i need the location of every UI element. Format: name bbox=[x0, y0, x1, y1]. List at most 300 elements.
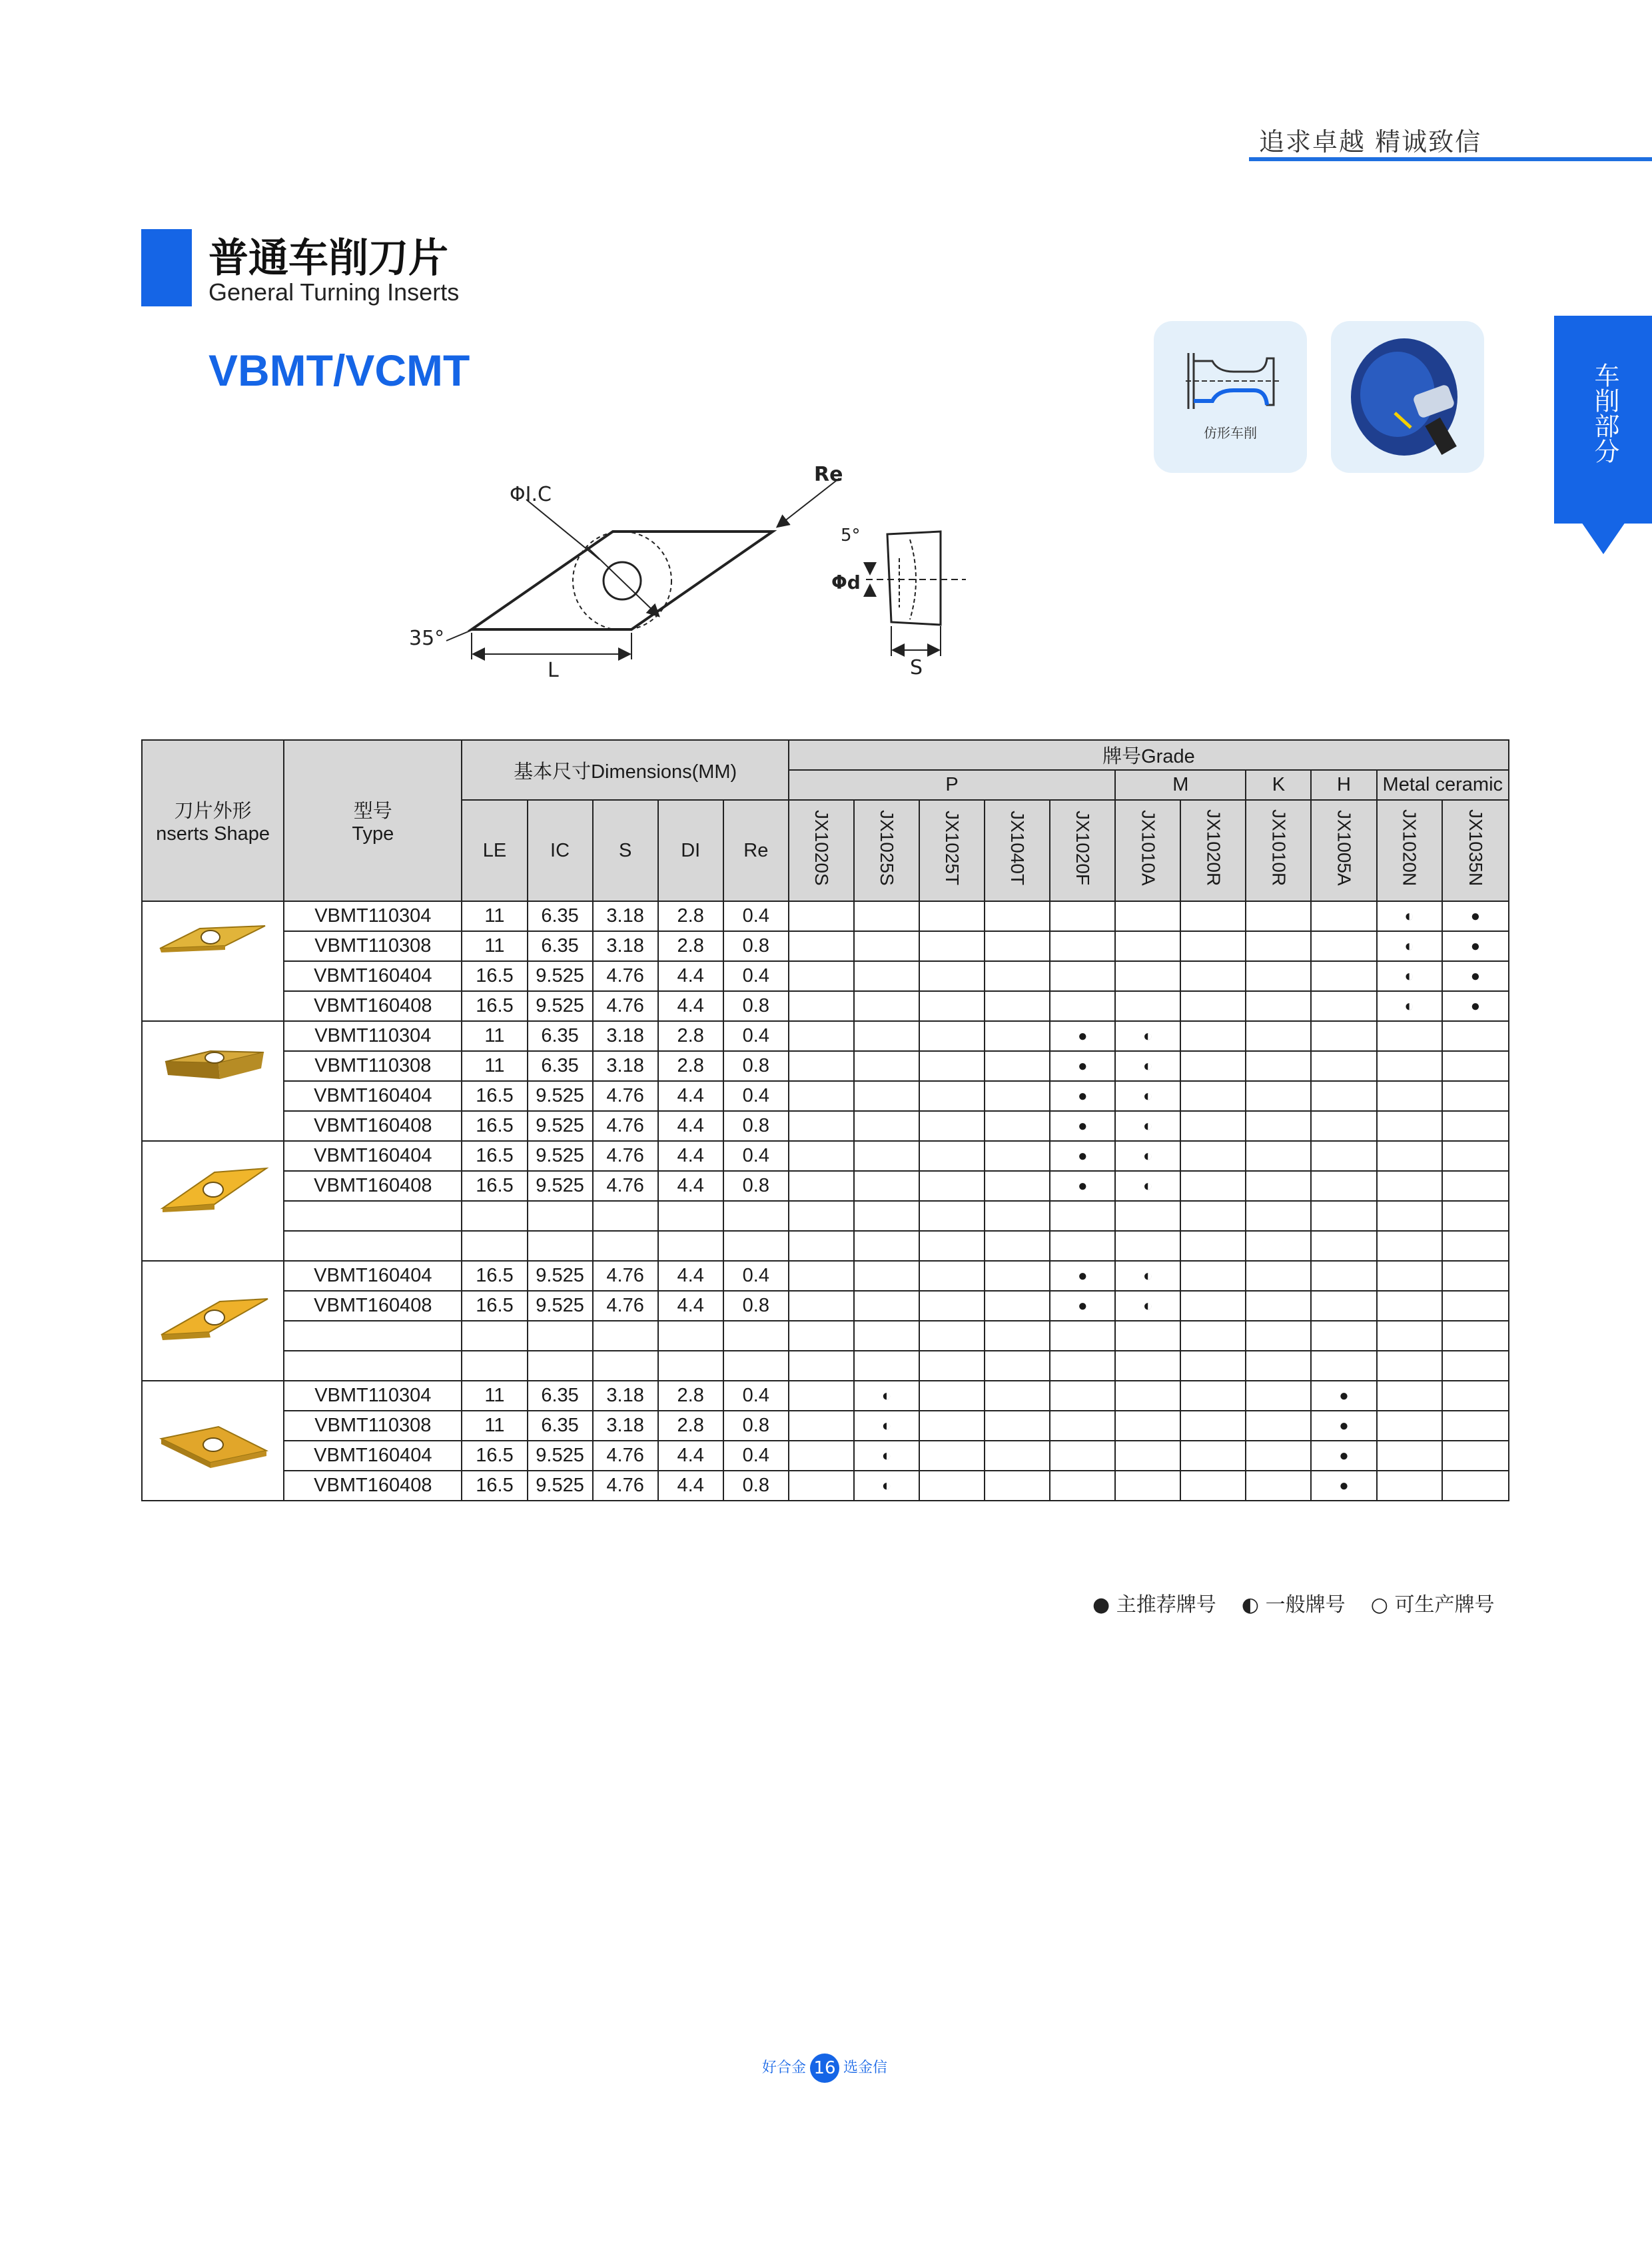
grade-cell bbox=[789, 1201, 854, 1231]
grade-cell: ◐ bbox=[1115, 1021, 1180, 1051]
grade-cell bbox=[854, 1171, 919, 1201]
dim-cell: 3.18 bbox=[593, 1411, 658, 1441]
grade-cell bbox=[1377, 1471, 1442, 1501]
grade-col-header: JX1020R bbox=[1180, 800, 1246, 901]
grade-cell bbox=[854, 1231, 919, 1261]
dim-cell: 4.4 bbox=[658, 1471, 723, 1501]
grade-cell bbox=[1246, 931, 1311, 961]
table-row bbox=[142, 1111, 1509, 1141]
dim-cell bbox=[462, 1321, 527, 1351]
grade-cell bbox=[1180, 1231, 1246, 1261]
grade-cell: ◐ bbox=[1115, 1291, 1180, 1321]
grade-cell bbox=[1180, 1051, 1246, 1081]
grade-cell bbox=[1442, 1441, 1509, 1471]
grade-cell bbox=[1115, 901, 1180, 931]
grade-cell bbox=[919, 1081, 985, 1111]
dim-cell: 4.76 bbox=[593, 1471, 658, 1501]
grade-cell bbox=[1246, 1291, 1311, 1321]
dim-cell: 0.4 bbox=[723, 1381, 789, 1411]
grade-cell bbox=[919, 1471, 985, 1501]
dim-cell: 4.76 bbox=[593, 961, 658, 991]
grade-cell bbox=[789, 1051, 854, 1081]
grade-cell bbox=[1442, 1171, 1509, 1201]
grade-cell bbox=[1115, 1471, 1180, 1501]
grade-cell bbox=[1311, 991, 1376, 1021]
grade-cell bbox=[854, 1021, 919, 1051]
grade-cell: ● bbox=[1050, 1261, 1115, 1291]
table-row bbox=[142, 1141, 1509, 1171]
type-cell: VBMT110304 bbox=[284, 1021, 462, 1051]
grade-cell bbox=[1311, 1111, 1376, 1141]
dim-cell: 0.8 bbox=[723, 1111, 789, 1141]
col-header-type: 型号 Type bbox=[284, 740, 462, 901]
type-cell bbox=[284, 1321, 462, 1351]
grade-cell bbox=[1050, 961, 1115, 991]
grade-cell bbox=[1377, 1231, 1442, 1261]
type-cell: VBMT110304 bbox=[284, 1381, 462, 1411]
grade-cell bbox=[789, 1141, 854, 1171]
insert-image bbox=[147, 1022, 280, 1135]
grade-cell bbox=[985, 1201, 1050, 1231]
type-cell: VBMT160404 bbox=[284, 1081, 462, 1111]
grade-cell: ● bbox=[1442, 901, 1509, 931]
type-cell: VBMT160408 bbox=[284, 1291, 462, 1321]
grade-cell bbox=[1180, 1081, 1246, 1111]
dim-cell: 0.8 bbox=[723, 1471, 789, 1501]
dim-cell bbox=[462, 1351, 527, 1381]
dim-cell: 0.8 bbox=[723, 1051, 789, 1081]
dim-cell: 0.8 bbox=[723, 991, 789, 1021]
grade-cell bbox=[1311, 1171, 1376, 1201]
grade-cell bbox=[985, 901, 1050, 931]
dim-cell bbox=[593, 1231, 658, 1261]
dim-cell: 3.18 bbox=[593, 901, 658, 931]
grade-col-header: JX1020N bbox=[1377, 800, 1442, 901]
dim-cell bbox=[528, 1351, 593, 1381]
table-row bbox=[142, 961, 1509, 991]
grade-cell bbox=[1180, 1021, 1246, 1051]
grade-cell bbox=[1050, 931, 1115, 961]
grade-cell bbox=[1050, 1231, 1115, 1261]
section-tab-arrow bbox=[1581, 522, 1625, 556]
dim-cell bbox=[593, 1351, 658, 1381]
grade-cell bbox=[1246, 961, 1311, 991]
dim-cell: 3.18 bbox=[593, 931, 658, 961]
header-slogan: 追求卓越 精诚致信 bbox=[1259, 127, 1482, 157]
dim-cell: 9.525 bbox=[528, 1441, 593, 1471]
grade-cell bbox=[789, 901, 854, 931]
grade-cell bbox=[854, 931, 919, 961]
grade-cell bbox=[1377, 1441, 1442, 1471]
grade-cell: ◐ bbox=[854, 1381, 919, 1411]
dim-cell bbox=[723, 1201, 789, 1231]
dim-cell: 2.8 bbox=[658, 1051, 723, 1081]
grade-cell bbox=[1115, 961, 1180, 991]
grade-cell bbox=[1180, 1381, 1246, 1411]
dim-cell: 9.525 bbox=[528, 961, 593, 991]
grade-cell bbox=[1442, 1381, 1509, 1411]
grade-cell bbox=[1180, 1351, 1246, 1381]
grade-cell bbox=[985, 1471, 1050, 1501]
grade-cell bbox=[1180, 1441, 1246, 1471]
grade-cell bbox=[1180, 1471, 1246, 1501]
grade-cell bbox=[1246, 991, 1311, 1021]
dim-cell: 4.4 bbox=[658, 1261, 723, 1291]
grade-cell bbox=[985, 1441, 1050, 1471]
dim-cell: 4.4 bbox=[658, 1081, 723, 1111]
grade-cell bbox=[1442, 1351, 1509, 1381]
dim-cell: 3.18 bbox=[593, 1381, 658, 1411]
grade-cell bbox=[1180, 1291, 1246, 1321]
grade-cell bbox=[1050, 991, 1115, 1021]
grade-cell bbox=[1377, 1321, 1442, 1351]
grade-cell bbox=[1050, 1381, 1115, 1411]
type-cell: VBMT160408 bbox=[284, 991, 462, 1021]
insert-image bbox=[147, 1381, 280, 1495]
type-cell: VBMT110308 bbox=[284, 931, 462, 961]
insert-spec-table bbox=[141, 739, 1509, 1501]
table-row bbox=[142, 1021, 1509, 1051]
grade-cell bbox=[919, 1351, 985, 1381]
dim-cell: 16.5 bbox=[462, 1141, 527, 1171]
grade-cell bbox=[1115, 931, 1180, 961]
grade-cell bbox=[854, 1351, 919, 1381]
dim-cell bbox=[658, 1321, 723, 1351]
dim-cell: 0.4 bbox=[723, 1141, 789, 1171]
grade-cell bbox=[789, 1261, 854, 1291]
type-cell: VBMT160404 bbox=[284, 1141, 462, 1171]
dim-cell: 2.8 bbox=[658, 1411, 723, 1441]
grade-cell bbox=[1246, 1381, 1311, 1411]
grade-cell: ● bbox=[1050, 1141, 1115, 1171]
grade-cell bbox=[1246, 1441, 1311, 1471]
insert-image bbox=[147, 1142, 280, 1255]
grade-cell bbox=[1180, 1141, 1246, 1171]
grade-cell bbox=[1180, 961, 1246, 991]
grade-cell bbox=[854, 1201, 919, 1231]
col-header-grade: 牌号Grade bbox=[789, 740, 1509, 770]
grade-cell bbox=[1180, 991, 1246, 1021]
grade-cell bbox=[854, 1111, 919, 1141]
grade-cell: ◐ bbox=[1377, 901, 1442, 931]
type-cell: VBMT160408 bbox=[284, 1111, 462, 1141]
dim-cell: 16.5 bbox=[462, 1471, 527, 1501]
grade-cell bbox=[854, 1321, 919, 1351]
table-row bbox=[142, 1081, 1509, 1111]
grade-cell: ◐ bbox=[1115, 1171, 1180, 1201]
grade-cell bbox=[789, 1021, 854, 1051]
insert-image bbox=[147, 1262, 280, 1375]
dim-cell bbox=[528, 1201, 593, 1231]
grade-cell bbox=[1311, 1201, 1376, 1231]
dim-cell: 4.4 bbox=[658, 1441, 723, 1471]
table-row bbox=[142, 1171, 1509, 1201]
grade-cell bbox=[1180, 1411, 1246, 1441]
dim-cell: 4.4 bbox=[658, 1291, 723, 1321]
dim-cell: 4.4 bbox=[658, 1171, 723, 1201]
grade-group-header: M bbox=[1115, 770, 1246, 800]
insert-shape-1 bbox=[142, 901, 284, 1021]
grade-cell bbox=[1246, 1261, 1311, 1291]
dim-cell: 0.8 bbox=[723, 931, 789, 961]
dim-cell: 0.4 bbox=[723, 1261, 789, 1291]
dim-cell: 0.4 bbox=[723, 961, 789, 991]
grade-col-header: JX1020S bbox=[789, 800, 854, 901]
grade-cell bbox=[985, 1381, 1050, 1411]
grade-cell bbox=[1246, 1141, 1311, 1171]
insert-image bbox=[147, 902, 280, 1015]
grade-cell bbox=[789, 1111, 854, 1141]
grade-cell bbox=[1311, 1081, 1376, 1111]
dim-cell bbox=[658, 1351, 723, 1381]
grade-cell bbox=[1311, 1141, 1376, 1171]
dim-cell: 9.525 bbox=[528, 991, 593, 1021]
grade-cell bbox=[1311, 901, 1376, 931]
grade-cell bbox=[919, 1171, 985, 1201]
table-row bbox=[142, 1291, 1509, 1321]
grade-cell bbox=[1377, 1291, 1442, 1321]
grade-cell bbox=[1050, 1321, 1115, 1351]
grade-cell bbox=[1050, 1441, 1115, 1471]
grade-cell bbox=[1442, 1471, 1509, 1501]
grade-cell bbox=[985, 1291, 1050, 1321]
grade-cell: ◐ bbox=[1115, 1081, 1180, 1111]
grade-cell bbox=[1115, 1411, 1180, 1441]
dim-cell bbox=[593, 1201, 658, 1231]
dim-cell bbox=[462, 1231, 527, 1261]
grade-cell bbox=[1050, 901, 1115, 931]
grade-cell bbox=[854, 901, 919, 931]
clearance-label: 5° bbox=[841, 526, 861, 546]
dim-cell: 6.35 bbox=[528, 1051, 593, 1081]
dim-cell: 16.5 bbox=[462, 1441, 527, 1471]
type-cell: VBMT160408 bbox=[284, 1171, 462, 1201]
dim-cell: 4.4 bbox=[658, 1141, 723, 1171]
grade-cell bbox=[854, 1291, 919, 1321]
grade-cell bbox=[1050, 1411, 1115, 1441]
dim-cell: 0.4 bbox=[723, 1021, 789, 1051]
grade-cell: ● bbox=[1050, 1021, 1115, 1051]
dim-cell: 4.76 bbox=[593, 1291, 658, 1321]
grade-cell bbox=[1115, 1381, 1180, 1411]
grade-cell bbox=[1246, 1081, 1311, 1111]
grade-cell bbox=[1377, 1111, 1442, 1141]
grade-cell bbox=[985, 1411, 1050, 1441]
dim-cell: 4.76 bbox=[593, 1111, 658, 1141]
table-row bbox=[142, 1441, 1509, 1471]
table-row bbox=[142, 991, 1509, 1021]
grade-cell bbox=[1311, 1021, 1376, 1051]
l-label: L bbox=[548, 659, 559, 682]
header-rule bbox=[1249, 157, 1652, 161]
dim-cell: 4.76 bbox=[593, 1441, 658, 1471]
grade-cell bbox=[985, 1261, 1050, 1291]
section-tab[interactable] bbox=[1554, 316, 1652, 524]
dim-cell: 11 bbox=[462, 1411, 527, 1441]
dim-cell: 16.5 bbox=[462, 1171, 527, 1201]
grade-cell bbox=[985, 1351, 1050, 1381]
grade-cell bbox=[1115, 1201, 1180, 1231]
grade-group-header: P bbox=[789, 770, 1115, 800]
insert-shape-2 bbox=[142, 1021, 284, 1141]
table-row bbox=[142, 1471, 1509, 1501]
dim-cell: 2.8 bbox=[658, 901, 723, 931]
grade-cell bbox=[1377, 1261, 1442, 1291]
grade-cell bbox=[985, 1141, 1050, 1171]
type-cell: VBMT160404 bbox=[284, 961, 462, 991]
dim-cell: 11 bbox=[462, 1381, 527, 1411]
grade-cell bbox=[1180, 1171, 1246, 1201]
dim-cell: 6.35 bbox=[528, 1021, 593, 1051]
grade-cell: ● bbox=[1442, 961, 1509, 991]
grade-cell bbox=[919, 1231, 985, 1261]
grade-cell bbox=[919, 1291, 985, 1321]
grade-cell bbox=[1311, 1321, 1376, 1351]
grade-cell: ◐ bbox=[1377, 991, 1442, 1021]
grade-cell bbox=[919, 1141, 985, 1171]
grade-cell bbox=[789, 1171, 854, 1201]
dim-cell: 0.4 bbox=[723, 901, 789, 931]
dim-cell: 4.4 bbox=[658, 1111, 723, 1141]
grade-cell bbox=[789, 1081, 854, 1111]
table-row bbox=[142, 931, 1509, 961]
dim-cell: 16.5 bbox=[462, 1291, 527, 1321]
grade-cell bbox=[985, 991, 1050, 1021]
model-title: VBMT/VCMT bbox=[208, 346, 470, 395]
dim-col-header: LE bbox=[462, 800, 527, 901]
grade-cell bbox=[1180, 901, 1246, 931]
dim-cell: 4.4 bbox=[658, 961, 723, 991]
grade-cell: ◐ bbox=[1115, 1111, 1180, 1141]
dim-cell: 16.5 bbox=[462, 991, 527, 1021]
grade-cell bbox=[1442, 1141, 1509, 1171]
grade-cell: ◐ bbox=[1377, 931, 1442, 961]
grade-cell bbox=[1180, 1261, 1246, 1291]
grade-cell bbox=[985, 1321, 1050, 1351]
dim-cell: 2.8 bbox=[658, 1021, 723, 1051]
dim-cell: 9.525 bbox=[528, 1261, 593, 1291]
legend-primary: ● 主推荐牌号 bbox=[1092, 1593, 1216, 1617]
dim-cell: 0.4 bbox=[723, 1081, 789, 1111]
grade-cell bbox=[789, 1291, 854, 1321]
grade-cell: ● bbox=[1442, 931, 1509, 961]
dim-cell: 6.35 bbox=[528, 1411, 593, 1441]
grade-cell bbox=[1377, 1381, 1442, 1411]
grade-cell bbox=[1180, 1201, 1246, 1231]
grade-group-header: K bbox=[1246, 770, 1311, 800]
grade-cell bbox=[985, 931, 1050, 961]
dim-cell: 2.8 bbox=[658, 1381, 723, 1411]
dim-cell: 9.525 bbox=[528, 1081, 593, 1111]
grade-cell: ● bbox=[1311, 1411, 1376, 1441]
grade-col-header: JX1025T bbox=[919, 800, 985, 901]
grade-cell bbox=[1442, 1261, 1509, 1291]
page-footer bbox=[762, 2054, 887, 2083]
grade-cell bbox=[1442, 1021, 1509, 1051]
grade-cell bbox=[854, 1141, 919, 1171]
grade-cell bbox=[854, 991, 919, 1021]
grade-cell bbox=[1246, 1471, 1311, 1501]
grade-cell bbox=[1246, 1321, 1311, 1351]
grade-cell bbox=[1246, 1351, 1311, 1381]
grade-cell bbox=[919, 1261, 985, 1291]
grade-cell bbox=[919, 991, 985, 1021]
grade-cell bbox=[1442, 1201, 1509, 1231]
grade-cell bbox=[1311, 1291, 1376, 1321]
grade-cell bbox=[1115, 1231, 1180, 1261]
dim-cell: 6.35 bbox=[528, 901, 593, 931]
grade-cell bbox=[1115, 1321, 1180, 1351]
dim-cell: 11 bbox=[462, 1051, 527, 1081]
grade-cell: ● bbox=[1050, 1171, 1115, 1201]
dim-cell: 6.35 bbox=[528, 931, 593, 961]
dim-cell: 4.76 bbox=[593, 1081, 658, 1111]
footer-left-text: 好合金 bbox=[762, 2059, 807, 2076]
grade-cell bbox=[789, 1441, 854, 1471]
grade-cell bbox=[789, 1471, 854, 1501]
grade-cell bbox=[1311, 1051, 1376, 1081]
grade-cell bbox=[789, 1321, 854, 1351]
table-row bbox=[142, 1351, 1509, 1381]
s-label: S bbox=[910, 656, 923, 679]
grade-col-header: JX1025S bbox=[854, 800, 919, 901]
grade-cell bbox=[985, 1081, 1050, 1111]
grade-cell bbox=[1050, 1351, 1115, 1381]
insert-shape-3 bbox=[142, 1141, 284, 1261]
grade-cell bbox=[919, 1321, 985, 1351]
grade-cell bbox=[789, 931, 854, 961]
dim-cell: 3.18 bbox=[593, 1021, 658, 1051]
grade-cell bbox=[1442, 1051, 1509, 1081]
dim-cell: 4.76 bbox=[593, 1171, 658, 1201]
grade-cell bbox=[1377, 1411, 1442, 1441]
table-row bbox=[142, 901, 1509, 931]
grade-cell bbox=[919, 931, 985, 961]
insert-dimension-drawing bbox=[400, 466, 999, 686]
dim-cell: 9.525 bbox=[528, 1111, 593, 1141]
dim-col-header: DI bbox=[658, 800, 723, 901]
table-row bbox=[142, 1381, 1509, 1411]
dim-cell: 11 bbox=[462, 931, 527, 961]
grade-cell bbox=[985, 1231, 1050, 1261]
grade-cell: ◐ bbox=[854, 1411, 919, 1441]
type-cell bbox=[284, 1201, 462, 1231]
grade-cell bbox=[789, 961, 854, 991]
grade-cell bbox=[1311, 1231, 1376, 1261]
grade-legend bbox=[1092, 1588, 1494, 1617]
grade-cell: ● bbox=[1311, 1381, 1376, 1411]
grade-cell bbox=[919, 1441, 985, 1471]
grade-cell: ● bbox=[1311, 1441, 1376, 1471]
type-cell: VBMT110308 bbox=[284, 1051, 462, 1081]
grade-cell bbox=[985, 1171, 1050, 1201]
dim-cell bbox=[462, 1201, 527, 1231]
title-accent-bar bbox=[141, 229, 192, 306]
grade-cell bbox=[985, 1021, 1050, 1051]
grade-cell bbox=[985, 1051, 1050, 1081]
grade-cell bbox=[1377, 1141, 1442, 1171]
grade-cell bbox=[919, 901, 985, 931]
grade-cell bbox=[854, 1051, 919, 1081]
grade-cell: ◐ bbox=[1115, 1261, 1180, 1291]
grade-cell bbox=[1311, 1351, 1376, 1381]
grade-cell bbox=[1246, 1051, 1311, 1081]
insert-shape-4 bbox=[142, 1261, 284, 1381]
grade-cell bbox=[919, 1051, 985, 1081]
section-tab-label: 车削部分 bbox=[1590, 362, 1619, 464]
grade-cell bbox=[1442, 1321, 1509, 1351]
page-subtitle: General Turning Inserts bbox=[208, 278, 460, 306]
